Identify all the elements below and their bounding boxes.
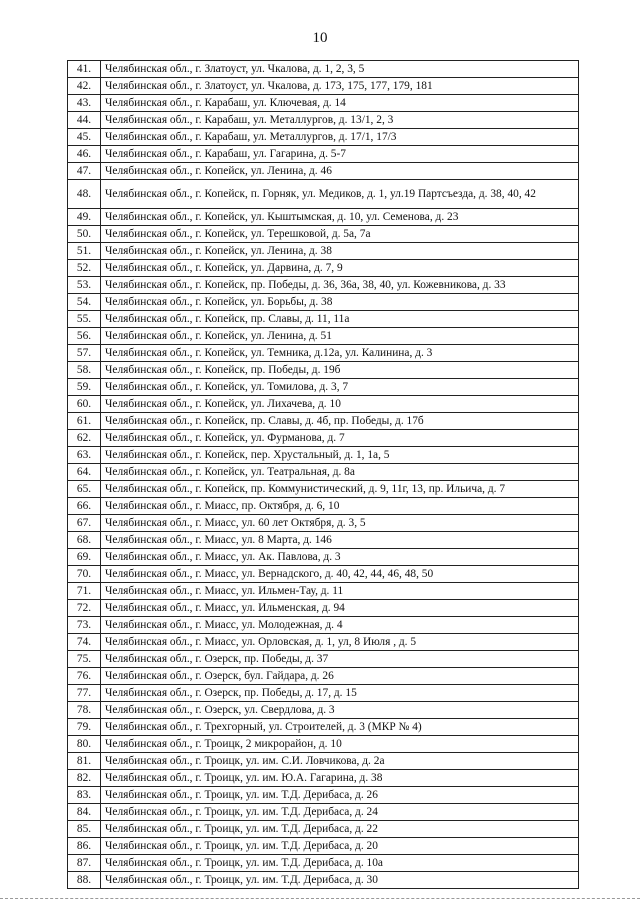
row-address: Челябинская обл., г. Троицк, ул. им. Т.Д. Дерибаса, д. 10а [101, 855, 579, 872]
table-row [68, 464, 579, 481]
address-table-body [68, 61, 579, 889]
table-row [68, 770, 579, 787]
row-address: Челябинская обл., г. Троицк, ул. им. Ю.А. Гагарина, д. 38 [101, 770, 579, 787]
table-row [68, 260, 579, 277]
row-number: 87. [68, 855, 101, 872]
table-row [68, 804, 579, 821]
row-address: Челябинская обл., г. Копейск, пр. Славы, д. 11, 11а [101, 311, 579, 328]
row-number: 68. [68, 532, 101, 549]
table-row [68, 702, 579, 719]
table-row [68, 481, 579, 498]
row-number: 45. [68, 129, 101, 146]
row-address: Челябинская обл., г. Миасс, ул. Орловская, д. 1, ул, 8 Июля , д. 5 [101, 634, 579, 651]
row-address: Челябинская обл., г. Копейск, ул. Томилова, д. 3, 7 [101, 379, 579, 396]
row-address: Челябинская обл., г. Копейск, пр. Победы, д. 36, 36а, 38, 40, ул. Кожевникова, д. 33 [101, 277, 579, 294]
row-number: 62. [68, 430, 101, 447]
row-address: Челябинская обл., г. Трехгорный, ул. Строителей, д. 3 (МКР № 4) [101, 719, 579, 736]
table-row [68, 498, 579, 515]
table-row [68, 146, 579, 163]
row-address: Челябинская обл., г. Копейск, пр. Славы, д. 4б, пр. Победы, д. 17б [101, 413, 579, 430]
row-number: 63. [68, 447, 101, 464]
table-row [68, 634, 579, 651]
row-number: 67. [68, 515, 101, 532]
row-number: 54. [68, 294, 101, 311]
row-address: Челябинская обл., г. Троицк, ул. им. Т.Д. Дерибаса, д. 22 [101, 821, 579, 838]
table-row [68, 821, 579, 838]
row-address: Челябинская обл., г. Копейск, пр. Победы, д. 19б [101, 362, 579, 379]
table-row [68, 112, 579, 129]
row-number: 66. [68, 498, 101, 515]
row-number: 65. [68, 481, 101, 498]
row-address: Челябинская обл., г. Копейск, ул. Кыштымская, д. 10, ул. Семенова, д. 23 [101, 209, 579, 226]
table-row [68, 532, 579, 549]
table-row [68, 787, 579, 804]
table-row [68, 719, 579, 736]
row-number: 52. [68, 260, 101, 277]
table-row [68, 379, 579, 396]
row-address: Челябинская обл., г. Копейск, ул. Лихачева, д. 10 [101, 396, 579, 413]
table-row [68, 362, 579, 379]
row-number: 80. [68, 736, 101, 753]
row-number: 88. [68, 872, 101, 889]
row-address: Челябинская обл., г. Миасс, пр. Октября, д. 6, 10 [101, 498, 579, 515]
row-number: 71. [68, 583, 101, 600]
row-address: Челябинская обл., г. Троицк, ул. им. Т.Д. Дерибаса, д. 26 [101, 787, 579, 804]
table-row [68, 651, 579, 668]
row-number: 85. [68, 821, 101, 838]
row-address: Челябинская обл., г. Копейск, ул. Дарвина, д. 7, 9 [101, 260, 579, 277]
row-address: Челябинская обл., г. Карабаш, ул. Гагарина, д. 5-7 [101, 146, 579, 163]
row-number: 55. [68, 311, 101, 328]
row-address: Челябинская обл., г. Троицк, ул. им. Т.Д. Дерибаса, д. 20 [101, 838, 579, 855]
row-number: 48. [68, 180, 101, 209]
table-row [68, 129, 579, 146]
row-number: 46. [68, 146, 101, 163]
row-number: 57. [68, 345, 101, 362]
row-address: Челябинская обл., г. Миасс, ул. Молодежная, д. 4 [101, 617, 579, 634]
table-row [68, 515, 579, 532]
row-address: Челябинская обл., г. Копейск, ул. Терешковой, д. 5а, 7а [101, 226, 579, 243]
row-address: Челябинская обл., г. Миасс, ул. 8 Марта, д. 146 [101, 532, 579, 549]
row-number: 84. [68, 804, 101, 821]
row-number: 74. [68, 634, 101, 651]
row-address: Челябинская обл., г. Карабаш, ул. Ключевая, д. 14 [101, 95, 579, 112]
address-table [67, 60, 579, 889]
table-row [68, 209, 579, 226]
table-row [68, 617, 579, 634]
table-row [68, 226, 579, 243]
row-address: Челябинская обл., г. Озерск, пр. Победы, д. 37 [101, 651, 579, 668]
row-number: 78. [68, 702, 101, 719]
row-address: Челябинская обл., г. Миасс, ул. Ак. Павлова, д. 3 [101, 549, 579, 566]
row-number: 70. [68, 566, 101, 583]
row-address: Челябинская обл., г. Копейск, ул. Темника, д.12а, ул. Калинина, д. 3 [101, 345, 579, 362]
table-row [68, 78, 579, 95]
table-row [68, 668, 579, 685]
table-row [68, 736, 579, 753]
row-number: 82. [68, 770, 101, 787]
table-row [68, 753, 579, 770]
row-number: 53. [68, 277, 101, 294]
table-row [68, 294, 579, 311]
page-bottom-rule [0, 898, 640, 899]
page-number: 10 [312, 30, 328, 46]
table-row [68, 600, 579, 617]
row-address: Челябинская обл., г. Копейск, ул. Ленина, д. 38 [101, 243, 579, 260]
row-address: Челябинская обл., г. Копейск, пер. Хрустальный, д. 1, 1а, 5 [101, 447, 579, 464]
row-number: 47. [68, 163, 101, 180]
row-address: Челябинская обл., г. Озерск, бул. Гайдара, д. 26 [101, 668, 579, 685]
row-number: 61. [68, 413, 101, 430]
row-address: Челябинская обл., г. Копейск, ул. Театральная, д. 8а [101, 464, 579, 481]
row-number: 43. [68, 95, 101, 112]
row-address: Челябинская обл., г. Копейск, пр. Коммунистический, д. 9, 11г, 13, пр. Ильича, д. 7 [101, 481, 579, 498]
row-address: Челябинская обл., г. Миасс, ул. 60 лет Октября, д. 3, 5 [101, 515, 579, 532]
row-number: 83. [68, 787, 101, 804]
row-address: Челябинская обл., г. Копейск, ул. Фурманова, д. 7 [101, 430, 579, 447]
table-row [68, 396, 579, 413]
table-row [68, 180, 579, 209]
table-row [68, 447, 579, 464]
row-number: 59. [68, 379, 101, 396]
row-address: Челябинская обл., г. Копейск, ул. Ленина, д. 51 [101, 328, 579, 345]
table-row [68, 413, 579, 430]
table-row [68, 163, 579, 180]
row-address: Челябинская обл., г. Златоуст, ул. Чкалова, д. 1, 2, 3, 5 [101, 61, 579, 78]
row-number: 64. [68, 464, 101, 481]
table-row [68, 855, 579, 872]
table-row [68, 566, 579, 583]
row-address: Челябинская обл., г. Миасс, ул. Ильмен-Тау, д. 11 [101, 583, 579, 600]
table-row [68, 311, 579, 328]
table-row [68, 95, 579, 112]
row-number: 60. [68, 396, 101, 413]
row-address: Челябинская обл., г. Озерск, ул. Свердлова, д. 3 [101, 702, 579, 719]
row-number: 41. [68, 61, 101, 78]
row-number: 73. [68, 617, 101, 634]
row-address: Челябинская обл., г. Троицк, 2 микрорайон, д. 10 [101, 736, 579, 753]
row-number: 50. [68, 226, 101, 243]
row-address: Челябинская обл., г. Копейск, ул. Ленина, д. 46 [101, 163, 579, 180]
row-number: 76. [68, 668, 101, 685]
row-number: 72. [68, 600, 101, 617]
row-number: 79. [68, 719, 101, 736]
table-row [68, 277, 579, 294]
table-row [68, 61, 579, 78]
row-address: Челябинская обл., г. Копейск, ул. Борьбы, д. 38 [101, 294, 579, 311]
row-number: 42. [68, 78, 101, 95]
table-row [68, 685, 579, 702]
table-row [68, 243, 579, 260]
table-row [68, 328, 579, 345]
table-row [68, 838, 579, 855]
table-row [68, 430, 579, 447]
row-address: Челябинская обл., г. Златоуст, ул. Чкалова, д. 173, 175, 177, 179, 181 [101, 78, 579, 95]
row-number: 69. [68, 549, 101, 566]
row-number: 77. [68, 685, 101, 702]
row-number: 75. [68, 651, 101, 668]
row-address: Челябинская обл., г. Троицк, ул. им. С.И. Ловчикова, д. 2а [101, 753, 579, 770]
row-address: Челябинская обл., г. Троицк, ул. им. Т.Д. Дерибаса, д. 30 [101, 872, 579, 889]
row-number: 44. [68, 112, 101, 129]
row-address: Челябинская обл., г. Озерск, пр. Победы, д. 17, д. 15 [101, 685, 579, 702]
row-number: 56. [68, 328, 101, 345]
row-number: 86. [68, 838, 101, 855]
row-address: Челябинская обл., г. Троицк, ул. им. Т.Д. Дерибаса, д. 24 [101, 804, 579, 821]
row-number: 49. [68, 209, 101, 226]
row-address: Челябинская обл., г. Карабаш, ул. Металлургов, д. 17/1, 17/3 [101, 129, 579, 146]
row-address: Челябинская обл., г. Копейск, п. Горняк, ул. Медиков, д. 1, ул.19 Партсъезда, д. 38, 40, 42 [101, 180, 579, 209]
table-row [68, 583, 579, 600]
row-number: 81. [68, 753, 101, 770]
table-row [68, 549, 579, 566]
row-number: 51. [68, 243, 101, 260]
row-address: Челябинская обл., г. Карабаш, ул. Металлургов, д. 13/1, 2, 3 [101, 112, 579, 129]
row-address: Челябинская обл., г. Миасс, ул. Вернадского, д. 40, 42, 44, 46, 48, 50 [101, 566, 579, 583]
table-row [68, 345, 579, 362]
table-row [68, 872, 579, 889]
row-number: 58. [68, 362, 101, 379]
row-address: Челябинская обл., г. Миасс, ул. Ильменская, д. 94 [101, 600, 579, 617]
